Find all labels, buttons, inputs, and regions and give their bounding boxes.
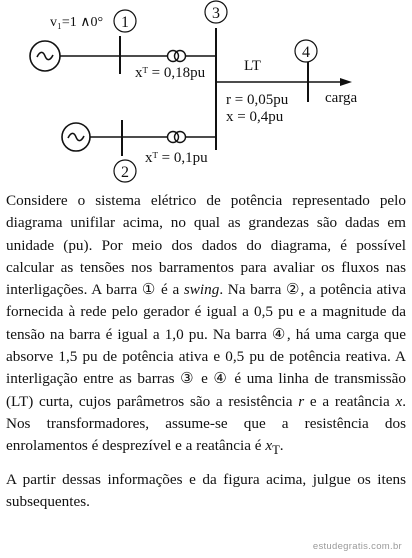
line-reactance: x = 0,4pu	[226, 109, 284, 125]
line-label: LT	[244, 58, 261, 74]
generator-2-wave-icon	[68, 133, 84, 140]
single-line-diagram	[0, 0, 412, 188]
watermark: estudegratis.com.br	[312, 541, 402, 552]
question-text	[6, 190, 406, 520]
paragraph-1: Considere o sistema elétrico de potência representado pelo diagrama unifilar acima, no qual as grandezas são dadas em unidade (pu). Por meio dos dados do diagrama, é possível calcular as tensões nos barramentos para avaliar os fluxos nas interligações. A barra ① é a swing. Na barra ②, a potência ativa fornecida à rede pelo gerador é igual a 0,5 pu e a magnitude da tensão na barra é igual a 1,0 pu. Na barra ④, há uma carga que absorve 1,5 pu de potência ativa e 0,5 pu de potência reativa. A interligação entre as barras ③ e ④ é uma linha de transmissão (LT) curta, cujos parâmetros são a resistência r e a reatância x. Nos transformadores, assume-se que a resistência dos enrolamentos é desprezível e a reatância é $x_T$.	[6, 192, 407, 458]
source-voltage-label: v₁=1 ∧0°	[50, 15, 104, 30]
bus-3-label: 3	[212, 5, 220, 22]
line-resistance: r = 0,05pu	[226, 92, 289, 108]
paragraph-2: A partir dessas informações e da figura acima, julgue os itens subsequentes.	[6, 470, 406, 510]
load-arrow-icon	[340, 78, 352, 86]
bus-2-label: 2	[121, 164, 129, 181]
transformer-top-reactance: xᵀ = 0,18pu	[135, 65, 206, 81]
transformer-bottom-reactance: xᵀ = 0,1pu	[145, 150, 208, 166]
generator-1-wave-icon	[37, 52, 53, 59]
bus-1-ref: ①	[141, 281, 157, 299]
bus-2-ref: ②	[286, 281, 301, 299]
bus-3-ref: ③	[180, 370, 196, 388]
load-label: carga	[325, 90, 358, 106]
bus-4-ref: ④	[271, 325, 287, 343]
bus-1-label: 1	[121, 14, 129, 31]
bus-4-label: 4	[302, 44, 310, 61]
bus-4-ref: ④	[213, 370, 229, 388]
